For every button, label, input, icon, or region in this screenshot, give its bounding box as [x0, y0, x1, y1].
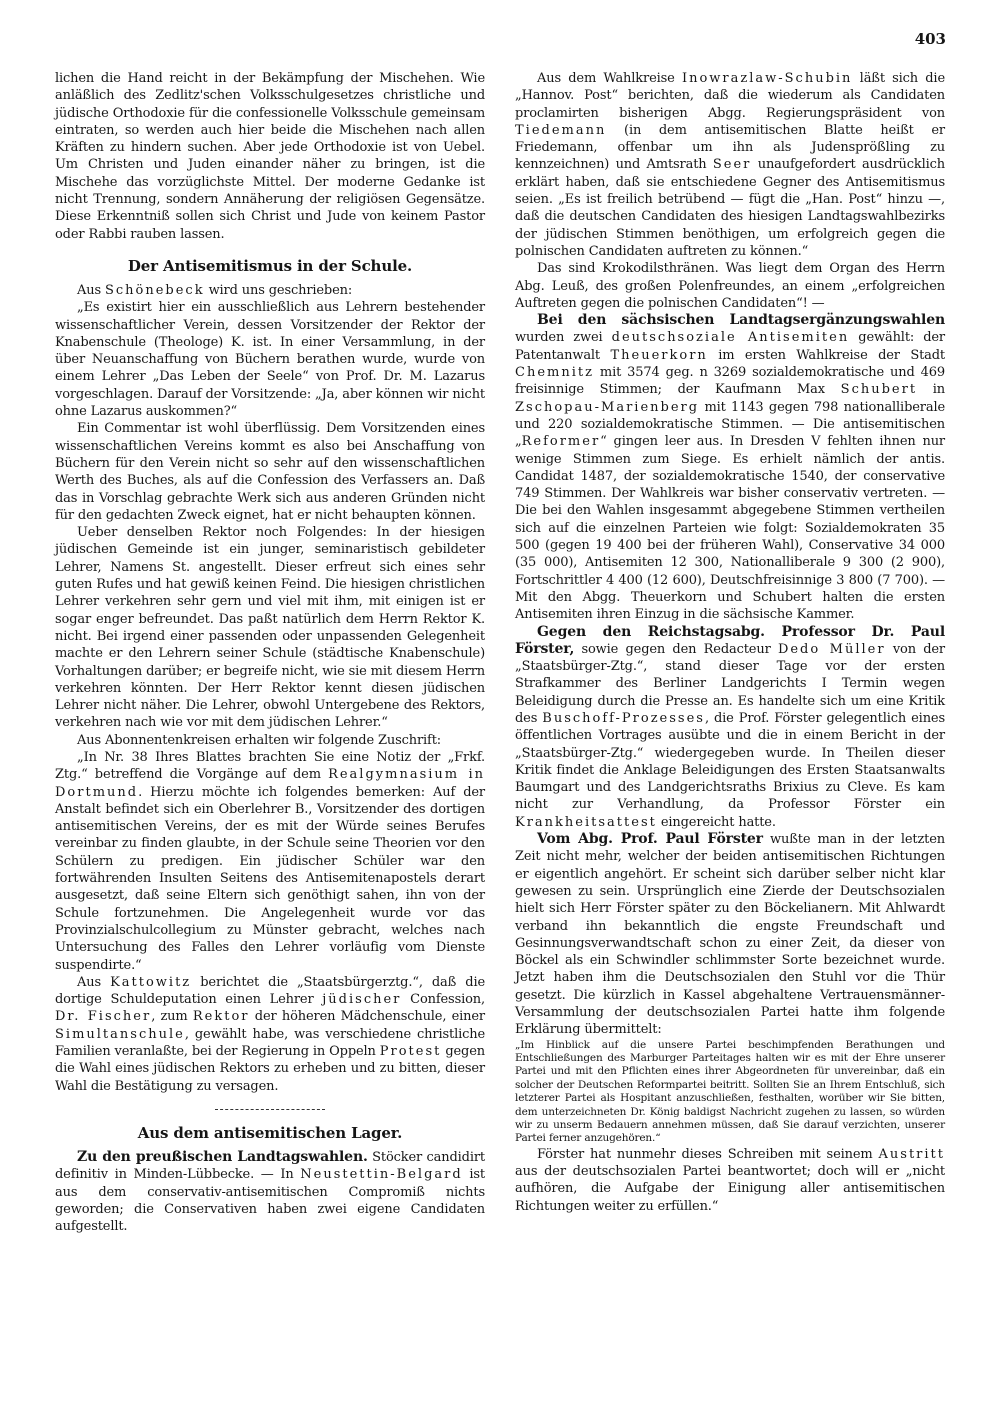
paragraph: Aus Kattowitz berichtet die „Staatsbürgerztg.“, daß die dortige Schuldeputation einen Lehrer jüdischer Confession, Dr. Fischer, zum Rektor der höheren Mädchenschule, einer Simultanschule, gewählt habe, was verschiedene christliche Familien veranlaßte, bei der Regierung in Oppeln Protest gegen die Wahl eines jüdischen Rektors zu erheben und zu bitten, dieser Wahl die Bestätigung zu versagen.: [55, 974, 486, 1094]
page-number: 403: [914, 30, 946, 48]
subheading: Zu den preußischen Landtagswahlen.: [77, 1148, 368, 1165]
paragraph: Ueber denselben Rektor noch Folgendes: In der hiesigen jüdischen Gemeinde ist ein junger, seminaristisch gebildeter Lehrer, Namens St. angestellt. Dieser erfreut sich eines sehr guten Rufes und hat gewiß keinen Feind. Die hiesigen christlichen Lehrer verkehren sehr gern und viel mit ihm, mit einigen ist er sogar enger befreundet. Das paßt natürlich dem Herrn Rektor K. nicht. Bei irgend einer passenden oder unpassenden Gelegenheit machte er den Lehrern seiner Schule (städtische Knabenschule) Vorhaltungen darüber; er begreife nicht, wie sie mit diesem Herrn verkehren könnten. Der Herr Rektor kennt diesen jüdischen Lehrer nicht näher. Die Lehrer, obwohl Untergebene des Rektors, verkehren nach wie vor mit dem jüdischen Lehrer.“: [55, 525, 485, 731]
subheading: Bei den sächsischen Landtagsergänzungswahlen: [537, 312, 945, 329]
paragraph: Ein Commentar ist wohl überflüssig. Dem Vorsitzenden eines wissenschaftlichen Vereins kommt es also bei Anschaffung von Büchern für den Verein nicht so sehr auf den wissenschaftlichen Werth des Buches, als auf die Confession des Verfassers an. Daß das in Vorschlag gebrachte Werk sich aus anderen Gründen nicht für den gedachten Zweck eignet, hat er nicht behaupten können.: [55, 421, 485, 523]
section-heading: Aus dem antisemitischen Lager.: [137, 1123, 403, 1142]
section-divider: [215, 1109, 325, 1110]
paragraph: Aus Abonnentenkreisen erhalten wir folgende Zuschrift:: [77, 732, 442, 748]
subheading: Vom Abg. Prof. Paul Förster: [537, 831, 763, 848]
paragraph: Bei den sächsischen Landtagsergänzungswahlen wurden zwei deutschsoziale Antisemiten gewählt: der Patentanwalt Theuerkorn im ersten Wahlkreise der Stadt Chemnitz mit 3574 geg. n 3269 sozialdemokratische und 469 freisinnige Stimmen; der Kaufmann Max Schubert in Zschopau-Marienberg mit 1143 gegen 798 nationalliberale und 220 sozialdemokratische Stimmen. — Die antisemitischen „Reformer“ gingen leer aus. In Dresden V fehlten ihnen nur wenige Stimmen zum Siege. Es erhielt nämlich der antis. Candidat 1487, der sozialdemokratische 1540, der conservative 749 Stimmen. Der Wahlkreis war bisher conservativ vertreten. — Die bei den Wahlen insgesammt abgegebene Stimmen vertheilen sich auf die einzelnen Parteien wie folgt: Sozialdemokraten 35 500 (gegen 19 400 bei der früheren Wahl), Conservative 34 000 (35 000), Antisemiten 12 300, Nationalliberale 9 300 (2 900), Fortschrittler 4 400 (12 600), Deutschfreisinnige 3 800 (7 700). — Mit den Abgg. Theuerkorn und Schubert halten die ersten Antisemiten ihren Einzug in die sächsische Kammer.: [515, 312, 945, 623]
right-column: [515, 70, 945, 1215]
paragraph: „Es existirt hier ein ausschließlich aus Lehrern bestehender wissenschaftlicher Verein, dessen Vorsitzender der Rektor der Knabenschule (Theologe) K. ist. In einer Versammlung, in der über Neuanschaffung von Büchern berathen wurde, wurde von einem Lehrer „Das Leben der Seele“ von Prof. Dr. M. Lazarus vorgeschlagen. Darauf der Vorsitzende: „Ja, aber können wir nicht ohne Lazarus auskommen?“: [55, 300, 485, 420]
paragraph: Vom Abg. Prof. Paul Förster wußte man in der letzten Zeit nicht mehr, welcher der beiden antisemitischen Richtungen er eigentlich angehört. Er scheint sich darüber selber nicht klar gewesen zu sein. Ursprünglich eine Zierde der Deutschsozialen hielt sich Herr Förster später zu den Böckelianern. Mit Ahlwardt verband ihn bekanntlich die engste Freundschaft und Gesinnungsverwandtschaft schon zu einer Zeit, da dieser von Böckel als ein Schwindler schlimmster Sorte bezeichnet wurde. Jetzt haben ihm die Deutschsozialen den Stuhl vor die Thür gesetzt. Die kürzlich in Kassel abgehaltene Vertrauensmänner-Versammlung der deutschsozialen Partei hatte ihm folgende Erklärung übermittelt:: [515, 831, 946, 1038]
paragraph: Aus dem Wahlkreise Inowrazlaw-Schubin läßt sich die „Hannov. Post“ berichten, daß die wiederum als Candidaten proclamirten bisherigen Abgg. Regierungspräsident von Tiedemann (in dem antisemitischen Blatte heißt er Friedemann, offenbar um ihn als Judensprößling zu kennzeichnen) und Amtsrath Seer unaufgefordert ausdrücklich erklärt haben, daß sie entschiedene Gegner des Antisemitismus seien. „Es ist freilich betrübend — fügt die „Han. Post“ hinzu —, daß die deutschen Candidaten des hiesigen Landtagswahlbezirks der jüdischen Stimmen benöthigen, um erfolgreich gegen die polnischen Candidaten auftreten zu können.“: [515, 71, 945, 259]
left-column: [55, 70, 485, 1235]
quoted-declaration: „Im Hinblick auf die unsere Partei beschimpfenden Berathungen und Entschließungen des Marburger Parteitages halten wir es mit der Ehre unserer Partei und mit den Pflichten eines ihrer Abgeordneten für unvereinbar, daß ein solcher der Deutschen Reformpartei beitritt. Sollten Sie an Ihrem Entschluß, sich letzterer Partei als Hospitant anzuschließen, festhalten, worüber wir Sie bitten, dem unterzeichneten Dr. König baldigst Nachricht zugehen zu lassen, so würden wir zu unserm Bedauern annehmen müssen, daß Sie darauf verzichten, unserer Partei ferner anzugehören.“: [515, 1038, 945, 1145]
paragraph: „In Nr. 38 Ihres Blattes brachten Sie eine Notiz der „Frkf. Ztg.“ betreffend die Vorgänge auf dem Realgymnasium in Dortmund. Hierzu möchte ich folgendes bemerken: Auf der Anstalt befindet sich ein Oberlehrer B., Vorsitzender des dortigen antisemitischen Vereins, der es mit der Würde seines Berufes vereinbar zu finden glaubte, in der Schule seine Theorien vor den Schülern zu predigen. Ein jüdischer Schüler war den fortwährenden Insulten Seitens des Antisemitenapostels derart ausgesetzt, daß seine Eltern sich genöthigt sahen, ihn von der Schule fortzunehmen. Die Angelegenheit wurde vor das Provinzialschulcollegium zu Münster gebracht, welches nach Untersuchung des Falles den Lehrer vorläufig vom Dienste suspendirte.“: [55, 749, 485, 973]
paragraph: Förster hat nunmehr dieses Schreiben mit seinem Austritt aus der deutschsozialen Partei beantwortet; doch will er „nicht aufhören, die Aufgabe der Einigung aller antisemitischen Richtungen weiter zu erfüllen.“: [515, 1146, 945, 1214]
paragraph: Gegen den Reichstagsabg. Professor Dr. Paul Förster, sowie gegen den Redacteur Dedo Müller von der „Staatsbürger-Ztg.“, stand dieser Tage vor der ersten Strafkammer des Berliner Landgerichts I Termin wegen Beleidigung durch die Presse an. Es handelte sich um eine Kritik des Buschoff-Prozesses, die Prof. Förster gelegentlich eines öffentlichen Vortrages ausübte und die in einem Bericht in der „Staatsbürger-Ztg.“ wiedergegeben wurde. In Theilen dieser Kritik findet die Anklage Beleidigungen des Ersten Staatsanwalts Baumgart und des Landgerichtsraths Brixius zu Cleve. Es kam nicht zur Verhandlung, da Professor Förster ein Krankheitsattest eingereicht hatte.: [515, 623, 945, 830]
paragraph: lichen die Hand reicht in der Bekämpfung der Mischehen. Wie anläßlich des Zedlitz'schen Volksschulgesetzes christliche und jüdische Orthodoxie für die confessionelle Volksschule gemeinsam eintraten, so werden auch hier beide die Mischehen nach allen Kräften zu hindern suchen. Aber jede Orthodoxie ist von Uebel. Um Christen und Juden einander näher zu bringen, ist die Mischehe das vorzüglichste Mittel. Der moderne Gedanke ist nicht Trennung, sondern Annäherung der religiösen Gegensätze. Diese Erkenntniß sollen sich Christ und Jude von keinem Pastor oder Rabbi rauben lassen.: [55, 71, 485, 242]
paragraph: Zu den preußischen Landtagswahlen. Stöcker candidirt definitiv in Minden-Lübbecke. — In Neustettin-Belgard ist aus dem conservativ-antisemitischen Compromiß nichts geworden; die Conservativen haben zwei eigene Candidaten aufgestellt.: [55, 1148, 485, 1235]
paragraph: Aus Schönebeck wird uns geschrieben:: [77, 282, 353, 298]
subheading: Gegen den Reichstagsabg. Professor Dr. Paul Förster,: [515, 623, 945, 657]
section-heading: Der Antisemitismus in der Schule.: [127, 256, 413, 275]
paragraph: Das sind Krokodilsthränen. Was liegt dem Organ des Herrn Abg. Leuß, des großen Polenfreundes, an einem „erfolgreichen Auftreten gegen die polnischen Candidaten“! —: [515, 261, 945, 311]
